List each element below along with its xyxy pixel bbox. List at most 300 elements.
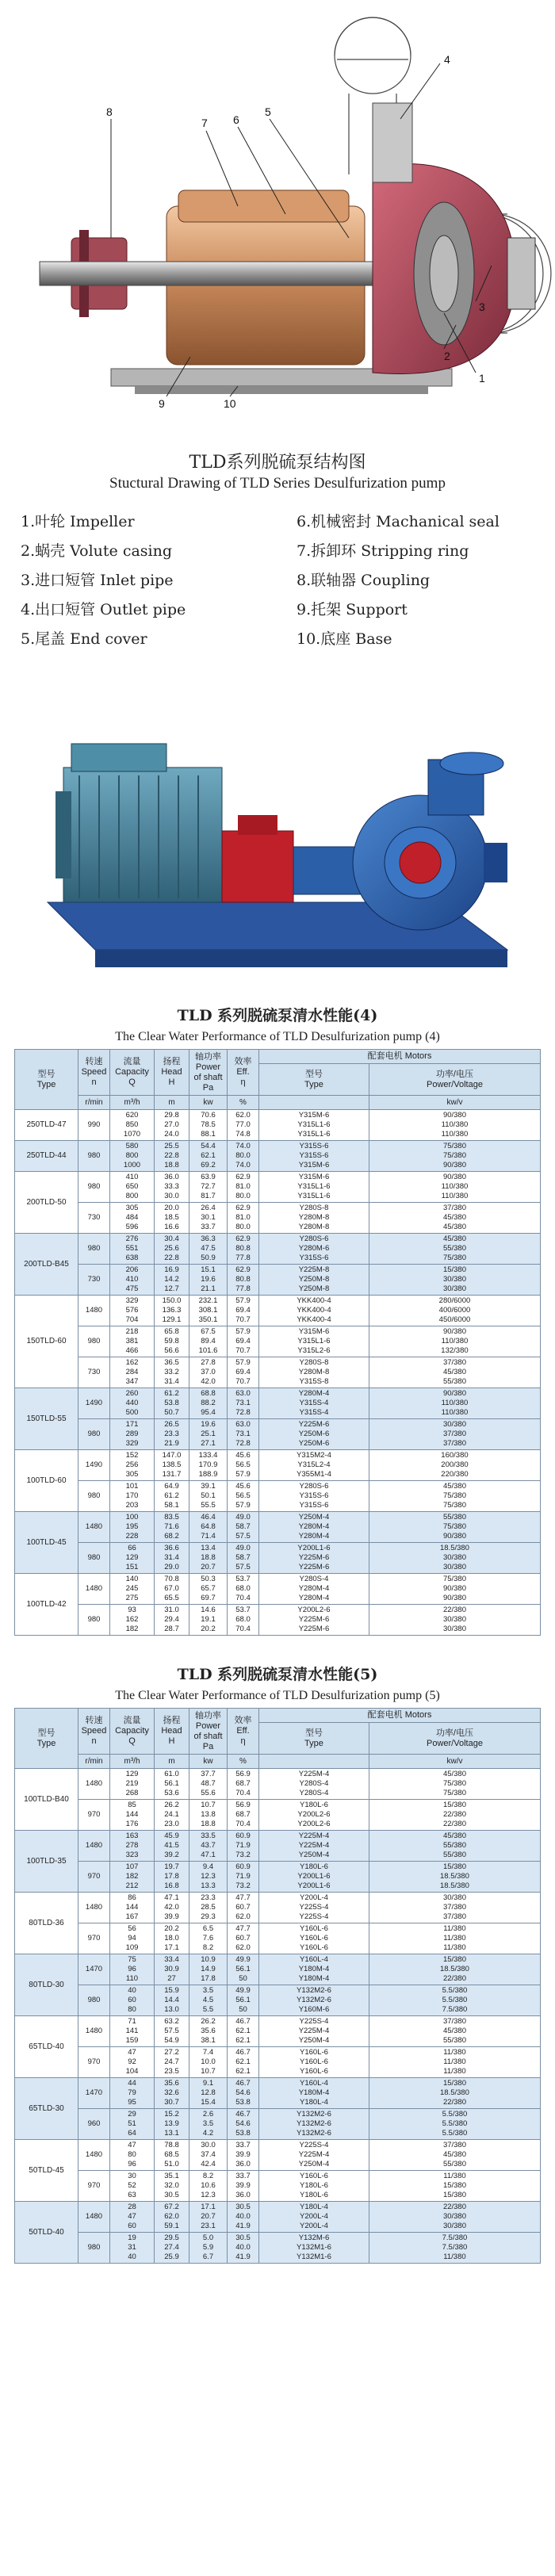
motor-type-cell: Y132M-6 Y132M1-6 Y132M1-6 <box>259 2233 369 2264</box>
power-cell: 7.4 10.0 10.7 <box>189 2047 228 2078</box>
capacity-cell: 47 92 104 <box>110 2047 155 2078</box>
unit-cell: m <box>155 1096 189 1110</box>
table-row <box>15 1893 541 1923</box>
speed-cell: 1480 <box>78 1893 110 1923</box>
power-cell: 9.1 12.8 15.4 <box>189 2078 228 2109</box>
table-row <box>15 1831 541 1862</box>
table-row <box>15 2171 541 2202</box>
efficiency-cell: 57.9 69.4 70.7 <box>228 1296 259 1326</box>
capacity-cell: 40 60 80 <box>110 1985 155 2016</box>
header-type: 型号 Type <box>15 1709 78 1769</box>
header-capacity: 流量 Capacity Q <box>110 1050 155 1096</box>
speed-cell: 990 <box>78 1110 110 1141</box>
efficiency-cell: 62.0 77.0 74.8 <box>228 1110 259 1141</box>
model-type-cell: 100TLD-42 <box>15 1574 78 1636</box>
parts-legend <box>0 492 555 649</box>
capacity-cell: 101 170 203 <box>110 1481 155 1512</box>
efficiency-cell: 56.9 68.7 70.4 <box>228 1769 259 1800</box>
capacity-cell: 410 650 800 <box>110 1172 155 1203</box>
model-type-cell: 65TLD-40 <box>15 2016 78 2078</box>
table-row <box>15 1141 541 1172</box>
head-cell: 64.9 61.2 58.1 <box>155 1481 189 1512</box>
head-cell: 33.4 30.9 27 <box>155 1954 189 1985</box>
efficiency-cell: 45.6 56.5 57.9 <box>228 1481 259 1512</box>
motor-type-cell: Y225M-6 Y250M-6 Y250M-6 <box>259 1419 369 1450</box>
performance-table-4 <box>14 1049 541 1636</box>
pump-assembly-illustration <box>0 664 555 997</box>
motor-power-voltage-cell: 30/380 37/380 37/380 <box>369 1419 540 1450</box>
unit-cell: m³/h <box>110 1755 155 1769</box>
head-cell: 78.8 68.5 51.0 <box>155 2140 189 2171</box>
efficiency-cell: 62.9 81.0 80.0 <box>228 1203 259 1234</box>
capacity-cell: 276 551 638 <box>110 1234 155 1265</box>
motor-type-cell: Y160L-6 Y160L-6 Y160L-6 <box>259 2047 369 2078</box>
power-cell: 26.2 35.6 38.1 <box>189 2016 228 2047</box>
capacity-cell: 107 182 212 <box>110 1862 155 1893</box>
unit-cell: m³/h <box>110 1096 155 1110</box>
part-label: 5.尾盖 End cover <box>21 630 147 648</box>
table-row <box>15 1481 541 1512</box>
units-row <box>15 1755 541 1769</box>
table4-title: TLD 系列脱硫泵清水性能(4) <box>177 1007 378 1024</box>
speed-cell: 1480 <box>78 1831 110 1862</box>
structural-drawing <box>0 0 555 444</box>
efficiency-cell: 49.0 58.7 57.5 <box>228 1543 259 1574</box>
head-cell: 26.2 24.1 23.0 <box>155 1800 189 1831</box>
head-cell: 15.9 14.4 13.0 <box>155 1985 189 2016</box>
power-cell: 70.6 78.5 88.1 <box>189 1110 228 1141</box>
motor-type-cell: Y132M2-6 Y132M2-6 Y132M2-6 <box>259 2109 369 2140</box>
header-row <box>15 1050 541 1064</box>
power-cell: 63.9 72.7 81.7 <box>189 1172 228 1203</box>
model-type-cell: 250TLD-44 <box>15 1141 78 1172</box>
motor-type-cell: Y160L-6 Y180L-6 Y180L-6 <box>259 2171 369 2202</box>
efficiency-cell: 56.9 68.7 70.4 <box>228 1800 259 1831</box>
speed-cell: 980 <box>78 1172 110 1203</box>
head-cell: 45.9 41.5 39.2 <box>155 1831 189 1862</box>
model-type-cell: 80TLD-36 <box>15 1893 78 1954</box>
capacity-cell: 93 162 182 <box>110 1605 155 1636</box>
capacity-cell: 163 278 323 <box>110 1831 155 1862</box>
motor-power-voltage-cell: 90/380 110/380 110/380 <box>369 1388 540 1419</box>
callout-4: 4 <box>444 53 450 66</box>
header-capacity: 流量 Capacity Q <box>110 1709 155 1755</box>
header-speed: 转速 Speed n <box>78 1709 110 1755</box>
motor-type-cell: Y200L-4 Y225S-4 Y225S-4 <box>259 1893 369 1923</box>
motor-type-cell: Y280S-6 Y315S-6 Y315S-6 <box>259 1481 369 1512</box>
efficiency-cell: 53.7 68.0 70.4 <box>228 1574 259 1605</box>
efficiency-cell: 46.7 54.6 53.8 <box>228 2078 259 2109</box>
model-type-cell: 80TLD-30 <box>15 1954 78 2016</box>
motor-type-cell: Y200L1-6 Y225M-6 Y225M-6 <box>259 1543 369 1574</box>
power-cell: 9.4 12.3 13.3 <box>189 1862 228 1893</box>
callout-1: 1 <box>479 372 485 385</box>
unit-cell: r/min <box>78 1755 110 1769</box>
table-row <box>15 2016 541 2047</box>
motor-type-cell: Y315M-6 Y315L1-6 Y315L1-6 <box>259 1110 369 1141</box>
efficiency-cell: 62.9 80.8 77.8 <box>228 1234 259 1265</box>
speed-cell: 730 <box>78 1265 110 1296</box>
head-cell: 31.0 29.4 28.7 <box>155 1605 189 1636</box>
power-cell: 68.8 88.2 95.4 <box>189 1388 228 1419</box>
efficiency-cell: 60.9 71.9 73.2 <box>228 1831 259 1862</box>
speed-cell: 1490 <box>78 1388 110 1419</box>
power-cell: 3.5 4.5 5.5 <box>189 1985 228 2016</box>
table4-subtitle: The Clear Water Performance of TLD Desulfurization pump (4) <box>115 1030 440 1043</box>
part-label: 9.托架 Support <box>297 601 408 618</box>
header-type: 型号 Type <box>15 1050 78 1110</box>
header-motor-type: 型号 Type <box>259 1723 369 1755</box>
speed-cell: 970 <box>78 2171 110 2202</box>
model-type-cell: 200TLD-50 <box>15 1172 78 1234</box>
efficiency-cell: 57.9 69.4 70.7 <box>228 1326 259 1357</box>
callout-3: 3 <box>479 300 485 313</box>
table-row <box>15 1985 541 2016</box>
power-cell: 14.6 19.1 20.2 <box>189 1605 228 1636</box>
motor-power-voltage-cell: 30/380 37/380 37/380 <box>369 1893 540 1923</box>
motor-power-voltage-cell: 55/380 75/380 90/380 <box>369 1512 540 1543</box>
motor-power-voltage-cell: 90/380 110/380 132/380 <box>369 1326 540 1357</box>
head-cell: 30.4 25.6 22.8 <box>155 1234 189 1265</box>
speed-cell: 730 <box>78 1357 110 1388</box>
efficiency-cell: 49.0 58.7 57.5 <box>228 1512 259 1543</box>
efficiency-cell: 49.9 56.1 50 <box>228 1985 259 2016</box>
efficiency-cell: 49.9 56.1 50 <box>228 1954 259 1985</box>
speed-cell: 980 <box>78 1605 110 1636</box>
units-row <box>15 1096 541 1110</box>
header-head: 扬程 Head H <box>155 1709 189 1755</box>
speed-cell: 1480 <box>78 1512 110 1543</box>
header-power: 轴功率 Power of shaft Pa <box>189 1050 228 1096</box>
speed-cell: 980 <box>78 1141 110 1172</box>
head-cell: 147.0 138.5 131.7 <box>155 1450 189 1481</box>
power-cell: 13.4 18.8 20.7 <box>189 1543 228 1574</box>
table-row <box>15 1265 541 1296</box>
motor-type-cell: Y315M2-4 Y315L2-4 Y355M1-4 <box>259 1450 369 1481</box>
motor-type-cell: Y225M-4 Y280S-4 Y280S-4 <box>259 1769 369 1800</box>
speed-cell: 980 <box>78 1234 110 1265</box>
speed-cell: 1480 <box>78 1296 110 1326</box>
callout-8: 8 <box>106 105 113 118</box>
motor-power-voltage-cell: 280/6000 400/6000 450/6000 <box>369 1296 540 1326</box>
motor-power-voltage-cell: 11/380 11/380 11/380 <box>369 2047 540 2078</box>
unit-cell: r/min <box>78 1096 110 1110</box>
efficiency-cell: 33.7 39.9 36.0 <box>228 2171 259 2202</box>
head-cell: 36.0 33.3 30.0 <box>155 1172 189 1203</box>
efficiency-cell: 46.7 54.6 53.8 <box>228 2109 259 2140</box>
power-cell: 15.1 19.6 21.1 <box>189 1265 228 1296</box>
efficiency-cell: 30.5 40.0 41.9 <box>228 2202 259 2233</box>
table-row <box>15 1388 541 1419</box>
motor-type-cell: Y200L2-6 Y225M-6 Y225M-6 <box>259 1605 369 1636</box>
callout-9: 9 <box>159 397 165 410</box>
motor-type-cell: Y280S-4 Y280M-4 Y280M-4 <box>259 1574 369 1605</box>
head-cell: 20.0 18.5 16.6 <box>155 1203 189 1234</box>
motor-type-cell: Y225M-4 Y225M-4 Y250M-4 <box>259 1831 369 1862</box>
unit-cell: kw/v <box>369 1096 540 1110</box>
header-motor-type: 型号 Type <box>259 1064 369 1096</box>
power-cell: 17.1 20.7 23.1 <box>189 2202 228 2233</box>
efficiency-cell: 57.9 69.4 70.7 <box>228 1357 259 1388</box>
power-cell: 10.7 13.8 18.8 <box>189 1800 228 1831</box>
capacity-cell: 28 47 60 <box>110 2202 155 2233</box>
motor-power-voltage-cell: 45/380 75/380 75/380 <box>369 1769 540 1800</box>
capacity-cell: 260 440 500 <box>110 1388 155 1419</box>
model-type-cell: 100TLD-35 <box>15 1831 78 1893</box>
header-motors: 配套电机 Motors <box>259 1050 541 1064</box>
model-type-cell: 65TLD-30 <box>15 2078 78 2140</box>
capacity-cell: 162 284 347 <box>110 1357 155 1388</box>
motor-power-voltage-cell: 45/380 55/380 55/380 <box>369 1831 540 1862</box>
head-cell: 35.1 32.0 30.5 <box>155 2171 189 2202</box>
unit-cell <box>259 1755 369 1769</box>
head-cell: 36.5 33.2 31.4 <box>155 1357 189 1388</box>
efficiency-cell: 60.9 71.9 73.2 <box>228 1862 259 1893</box>
head-cell: 29.5 27.4 25.9 <box>155 2233 189 2264</box>
header-motors: 配套电机 Motors <box>259 1709 541 1723</box>
model-type-cell: 150TLD-55 <box>15 1388 78 1450</box>
header-eff: 效率 Eff. η <box>228 1050 259 1096</box>
power-cell: 67.5 89.4 101.6 <box>189 1326 228 1357</box>
power-cell: 26.4 30.1 33.7 <box>189 1203 228 1234</box>
power-cell: 133.4 170.9 188.9 <box>189 1450 228 1481</box>
unit-cell <box>259 1096 369 1110</box>
motor-power-voltage-cell: 90/380 110/380 110/380 <box>369 1110 540 1141</box>
capacity-cell: 100 195 228 <box>110 1512 155 1543</box>
power-cell: 5.0 5.9 6.7 <box>189 2233 228 2264</box>
capacity-cell: 140 245 275 <box>110 1574 155 1605</box>
motor-power-voltage-cell: 15/380 18.5/380 18.5/380 <box>369 1862 540 1893</box>
unit-cell: % <box>228 1096 259 1110</box>
part-label: 3.进口短管 Inlet pipe <box>21 572 174 589</box>
motor-power-voltage-cell: 11/380 11/380 11/380 <box>369 1923 540 1954</box>
motor-power-voltage-cell: 11/380 15/380 15/380 <box>369 2171 540 2202</box>
power-cell: 232.1 308.1 350.1 <box>189 1296 228 1326</box>
power-cell: 8.2 10.6 12.3 <box>189 2171 228 2202</box>
power-cell: 39.1 50.1 55.5 <box>189 1481 228 1512</box>
speed-cell: 960 <box>78 2109 110 2140</box>
model-type-cell: 250TLD-47 <box>15 1110 78 1141</box>
motor-power-voltage-cell: 90/380 110/380 110/380 <box>369 1172 540 1203</box>
head-cell: 35.6 32.6 30.7 <box>155 2078 189 2109</box>
speed-cell: 1480 <box>78 2202 110 2233</box>
capacity-cell: 30 52 63 <box>110 2171 155 2202</box>
head-cell: 70.8 67.0 65.5 <box>155 1574 189 1605</box>
motor-power-voltage-cell: 15/380 22/380 22/380 <box>369 1800 540 1831</box>
callout-5: 5 <box>265 105 271 118</box>
unit-cell: kw <box>189 1755 228 1769</box>
capacity-cell: 620 850 1070 <box>110 1110 155 1141</box>
table-row <box>15 1800 541 1831</box>
motor-type-cell: Y180L-6 Y200L1-6 Y200L1-6 <box>259 1862 369 1893</box>
speed-cell: 970 <box>78 1923 110 1954</box>
header-speed: 转速 Speed n <box>78 1050 110 1096</box>
table-row <box>15 1110 541 1141</box>
table-row <box>15 2047 541 2078</box>
table-row <box>15 1543 541 1574</box>
efficiency-cell: 53.7 68.0 70.4 <box>228 1605 259 1636</box>
pump-cross-section-drawing <box>0 0 555 444</box>
capacity-cell: 47 80 96 <box>110 2140 155 2171</box>
speed-cell: 970 <box>78 1862 110 1893</box>
table-row <box>15 1574 541 1605</box>
motor-type-cell: Y225M-8 Y250M-8 Y250M-8 <box>259 1265 369 1296</box>
model-type-cell: 100TLD-B40 <box>15 1769 78 1831</box>
speed-cell: 730 <box>78 1203 110 1234</box>
motor-power-voltage-cell: 18.5/380 30/380 30/380 <box>369 1543 540 1574</box>
table-row <box>15 1862 541 1893</box>
model-type-cell: 50TLD-40 <box>15 2202 78 2264</box>
efficiency-cell: 30.5 40.0 41.9 <box>228 2233 259 2264</box>
motor-power-voltage-cell: 37/380 45/380 55/380 <box>369 1357 540 1388</box>
efficiency-cell: 63.0 73.1 72.8 <box>228 1419 259 1450</box>
head-cell: 27.2 24.7 23.5 <box>155 2047 189 2078</box>
callout-10: 10 <box>224 397 236 410</box>
unit-cell: kw/v <box>369 1755 540 1769</box>
header-power: 轴功率 Power of shaft Pa <box>189 1709 228 1755</box>
motor-power-voltage-cell: 22/380 30/380 30/380 <box>369 2202 540 2233</box>
table-row <box>15 1203 541 1234</box>
motor-type-cell: Y225S-4 Y225M-4 Y250M-4 <box>259 2016 369 2047</box>
capacity-cell: 580 800 1000 <box>110 1141 155 1172</box>
capacity-cell: 71 141 159 <box>110 2016 155 2047</box>
part-label: 10.底座 Base <box>297 630 392 648</box>
capacity-cell: 44 79 95 <box>110 2078 155 2109</box>
head-cell: 15.2 13.9 13.1 <box>155 2109 189 2140</box>
part-label: 2.蜗壳 Volute casing <box>21 542 173 560</box>
capacity-cell: 329 576 704 <box>110 1296 155 1326</box>
head-cell: 19.7 17.8 16.8 <box>155 1862 189 1893</box>
part-label: 6.机械密封 Machanical seal <box>297 513 500 530</box>
capacity-cell: 171 289 329 <box>110 1419 155 1450</box>
efficiency-cell: 62.9 81.0 80.0 <box>228 1172 259 1203</box>
efficiency-cell: 46.7 62.1 62.1 <box>228 2016 259 2047</box>
power-cell: 2.6 3.5 4.2 <box>189 2109 228 2140</box>
model-type-cell: 50TLD-45 <box>15 2140 78 2202</box>
speed-cell: 1480 <box>78 1574 110 1605</box>
speed-cell: 980 <box>78 1326 110 1357</box>
capacity-cell: 75 96 110 <box>110 1954 155 1985</box>
power-cell: 23.3 28.5 29.3 <box>189 1893 228 1923</box>
speed-cell: 1470 <box>78 1954 110 1985</box>
motor-power-voltage-cell: 37/380 45/380 45/380 <box>369 1203 540 1234</box>
motor-type-cell: Y160L-4 Y180M-4 Y180L-4 <box>259 2078 369 2109</box>
capacity-cell: 218 381 466 <box>110 1326 155 1357</box>
power-cell: 36.3 47.5 50.9 <box>189 1234 228 1265</box>
table-row <box>15 1923 541 1954</box>
head-cell: 36.6 31.4 29.0 <box>155 1543 189 1574</box>
header-row <box>15 1709 541 1723</box>
part-label: 7.拆卸环 Stripping ring <box>297 542 469 560</box>
motor-power-voltage-cell: 45/380 75/380 75/380 <box>369 1481 540 1512</box>
motor-power-voltage-cell: 37/380 45/380 55/380 <box>369 2016 540 2047</box>
power-cell: 50.3 65.7 69.7 <box>189 1574 228 1605</box>
motor-type-cell: Y250M-4 Y280M-4 Y280M-4 <box>259 1512 369 1543</box>
power-cell: 10.9 14.9 17.8 <box>189 1954 228 1985</box>
motor-type-cell: Y280S-8 Y280M-8 Y280M-8 <box>259 1203 369 1234</box>
motor-type-cell: Y280M-4 Y315S-4 Y315S-4 <box>259 1388 369 1419</box>
motor-type-cell: YKK400-4 YKK400-4 YKK400-4 <box>259 1296 369 1326</box>
efficiency-cell: 47.7 60.7 62.0 <box>228 1893 259 1923</box>
motor-power-voltage-cell: 75/380 75/380 90/380 <box>369 1141 540 1172</box>
power-cell: 46.4 64.8 71.4 <box>189 1512 228 1543</box>
callout-7: 7 <box>201 117 208 129</box>
head-cell: 65.8 59.8 56.6 <box>155 1326 189 1357</box>
callout-6: 6 <box>233 113 239 126</box>
head-cell: 61.2 53.8 50.7 <box>155 1388 189 1419</box>
unit-cell: % <box>228 1755 259 1769</box>
motor-type-cell: Y280S-8 Y280M-8 Y315S-8 <box>259 1357 369 1388</box>
model-type-cell: 100TLD-45 <box>15 1512 78 1574</box>
head-cell: 26.5 23.3 21.9 <box>155 1419 189 1450</box>
drawing-title: TLD系列脱硫泵结构图 <box>189 453 366 473</box>
head-cell: 63.2 57.5 54.9 <box>155 2016 189 2047</box>
motor-type-cell: Y280S-6 Y280M-6 Y315S-6 <box>259 1234 369 1265</box>
model-type-cell: 200TLD-B45 <box>15 1234 78 1296</box>
motor-power-voltage-cell: 15/380 18.5/380 22/380 <box>369 1954 540 1985</box>
motor-power-voltage-cell: 5.5/380 5.5/380 5.5/380 <box>369 2109 540 2140</box>
capacity-cell: 152 256 305 <box>110 1450 155 1481</box>
header-head: 扬程 Head H <box>155 1050 189 1096</box>
table-row <box>15 1419 541 1450</box>
head-cell: 83.5 71.6 68.2 <box>155 1512 189 1543</box>
capacity-cell: 129 219 268 <box>110 1769 155 1800</box>
capacity-cell: 206 410 475 <box>110 1265 155 1296</box>
table-row <box>15 1172 541 1203</box>
motor-power-voltage-cell: 37/380 45/380 55/380 <box>369 2140 540 2171</box>
head-cell: 25.5 22.8 18.8 <box>155 1141 189 1172</box>
motor-power-voltage-cell: 160/380 200/380 220/380 <box>369 1450 540 1481</box>
motor-type-cell: Y225S-4 Y225M-4 Y250M-4 <box>259 2140 369 2171</box>
capacity-cell: 66 129 151 <box>110 1543 155 1574</box>
speed-cell: 980 <box>78 1543 110 1574</box>
drawing-subtitle: Stuctural Drawing of TLD Series Desulfurization pump <box>109 475 446 492</box>
header-motor-power-voltage: 功率/电压 Power/Voltage <box>369 1723 540 1755</box>
efficiency-cell: 62.9 80.8 77.8 <box>228 1265 259 1296</box>
table-row <box>15 1234 541 1265</box>
table-row <box>15 1954 541 1985</box>
motor-power-voltage-cell: 45/380 55/380 75/380 <box>369 1234 540 1265</box>
header-eff: 效率 Eff. η <box>228 1709 259 1755</box>
head-cell: 67.2 62.0 59.1 <box>155 2202 189 2233</box>
motor-type-cell: Y180L-6 Y200L2-6 Y200L2-6 <box>259 1800 369 1831</box>
motor-power-voltage-cell: 7.5/380 7.5/380 11/380 <box>369 2233 540 2264</box>
efficiency-cell: 45.6 56.5 57.9 <box>228 1450 259 1481</box>
speed-cell: 980 <box>78 1985 110 2016</box>
speed-cell: 970 <box>78 2047 110 2078</box>
table-row <box>15 1450 541 1481</box>
speed-cell: 1480 <box>78 1769 110 1800</box>
power-cell: 27.8 37.0 42.0 <box>189 1357 228 1388</box>
part-label: 1.叶轮 Impeller <box>21 513 135 530</box>
power-cell: 33.5 43.7 47.1 <box>189 1831 228 1862</box>
table-row <box>15 2078 541 2109</box>
efficiency-cell: 74.0 80.0 74.0 <box>228 1141 259 1172</box>
table-row <box>15 1512 541 1543</box>
callout-2: 2 <box>444 350 450 362</box>
head-cell: 47.1 42.0 39.9 <box>155 1893 189 1923</box>
capacity-cell: 56 94 109 <box>110 1923 155 1954</box>
efficiency-cell: 33.7 39.9 36.0 <box>228 2140 259 2171</box>
capacity-cell: 86 144 167 <box>110 1893 155 1923</box>
table-row <box>15 1605 541 1636</box>
motor-power-voltage-cell: 75/380 90/380 90/380 <box>369 1574 540 1605</box>
motor-type-cell: Y132M2-6 Y132M2-6 Y160M-6 <box>259 1985 369 2016</box>
table-row <box>15 1296 541 1326</box>
table5-title: TLD 系列脱硫泵清水性能(5) <box>177 1666 378 1683</box>
speed-cell: 1490 <box>78 1450 110 1481</box>
speed-cell: 970 <box>78 1800 110 1831</box>
